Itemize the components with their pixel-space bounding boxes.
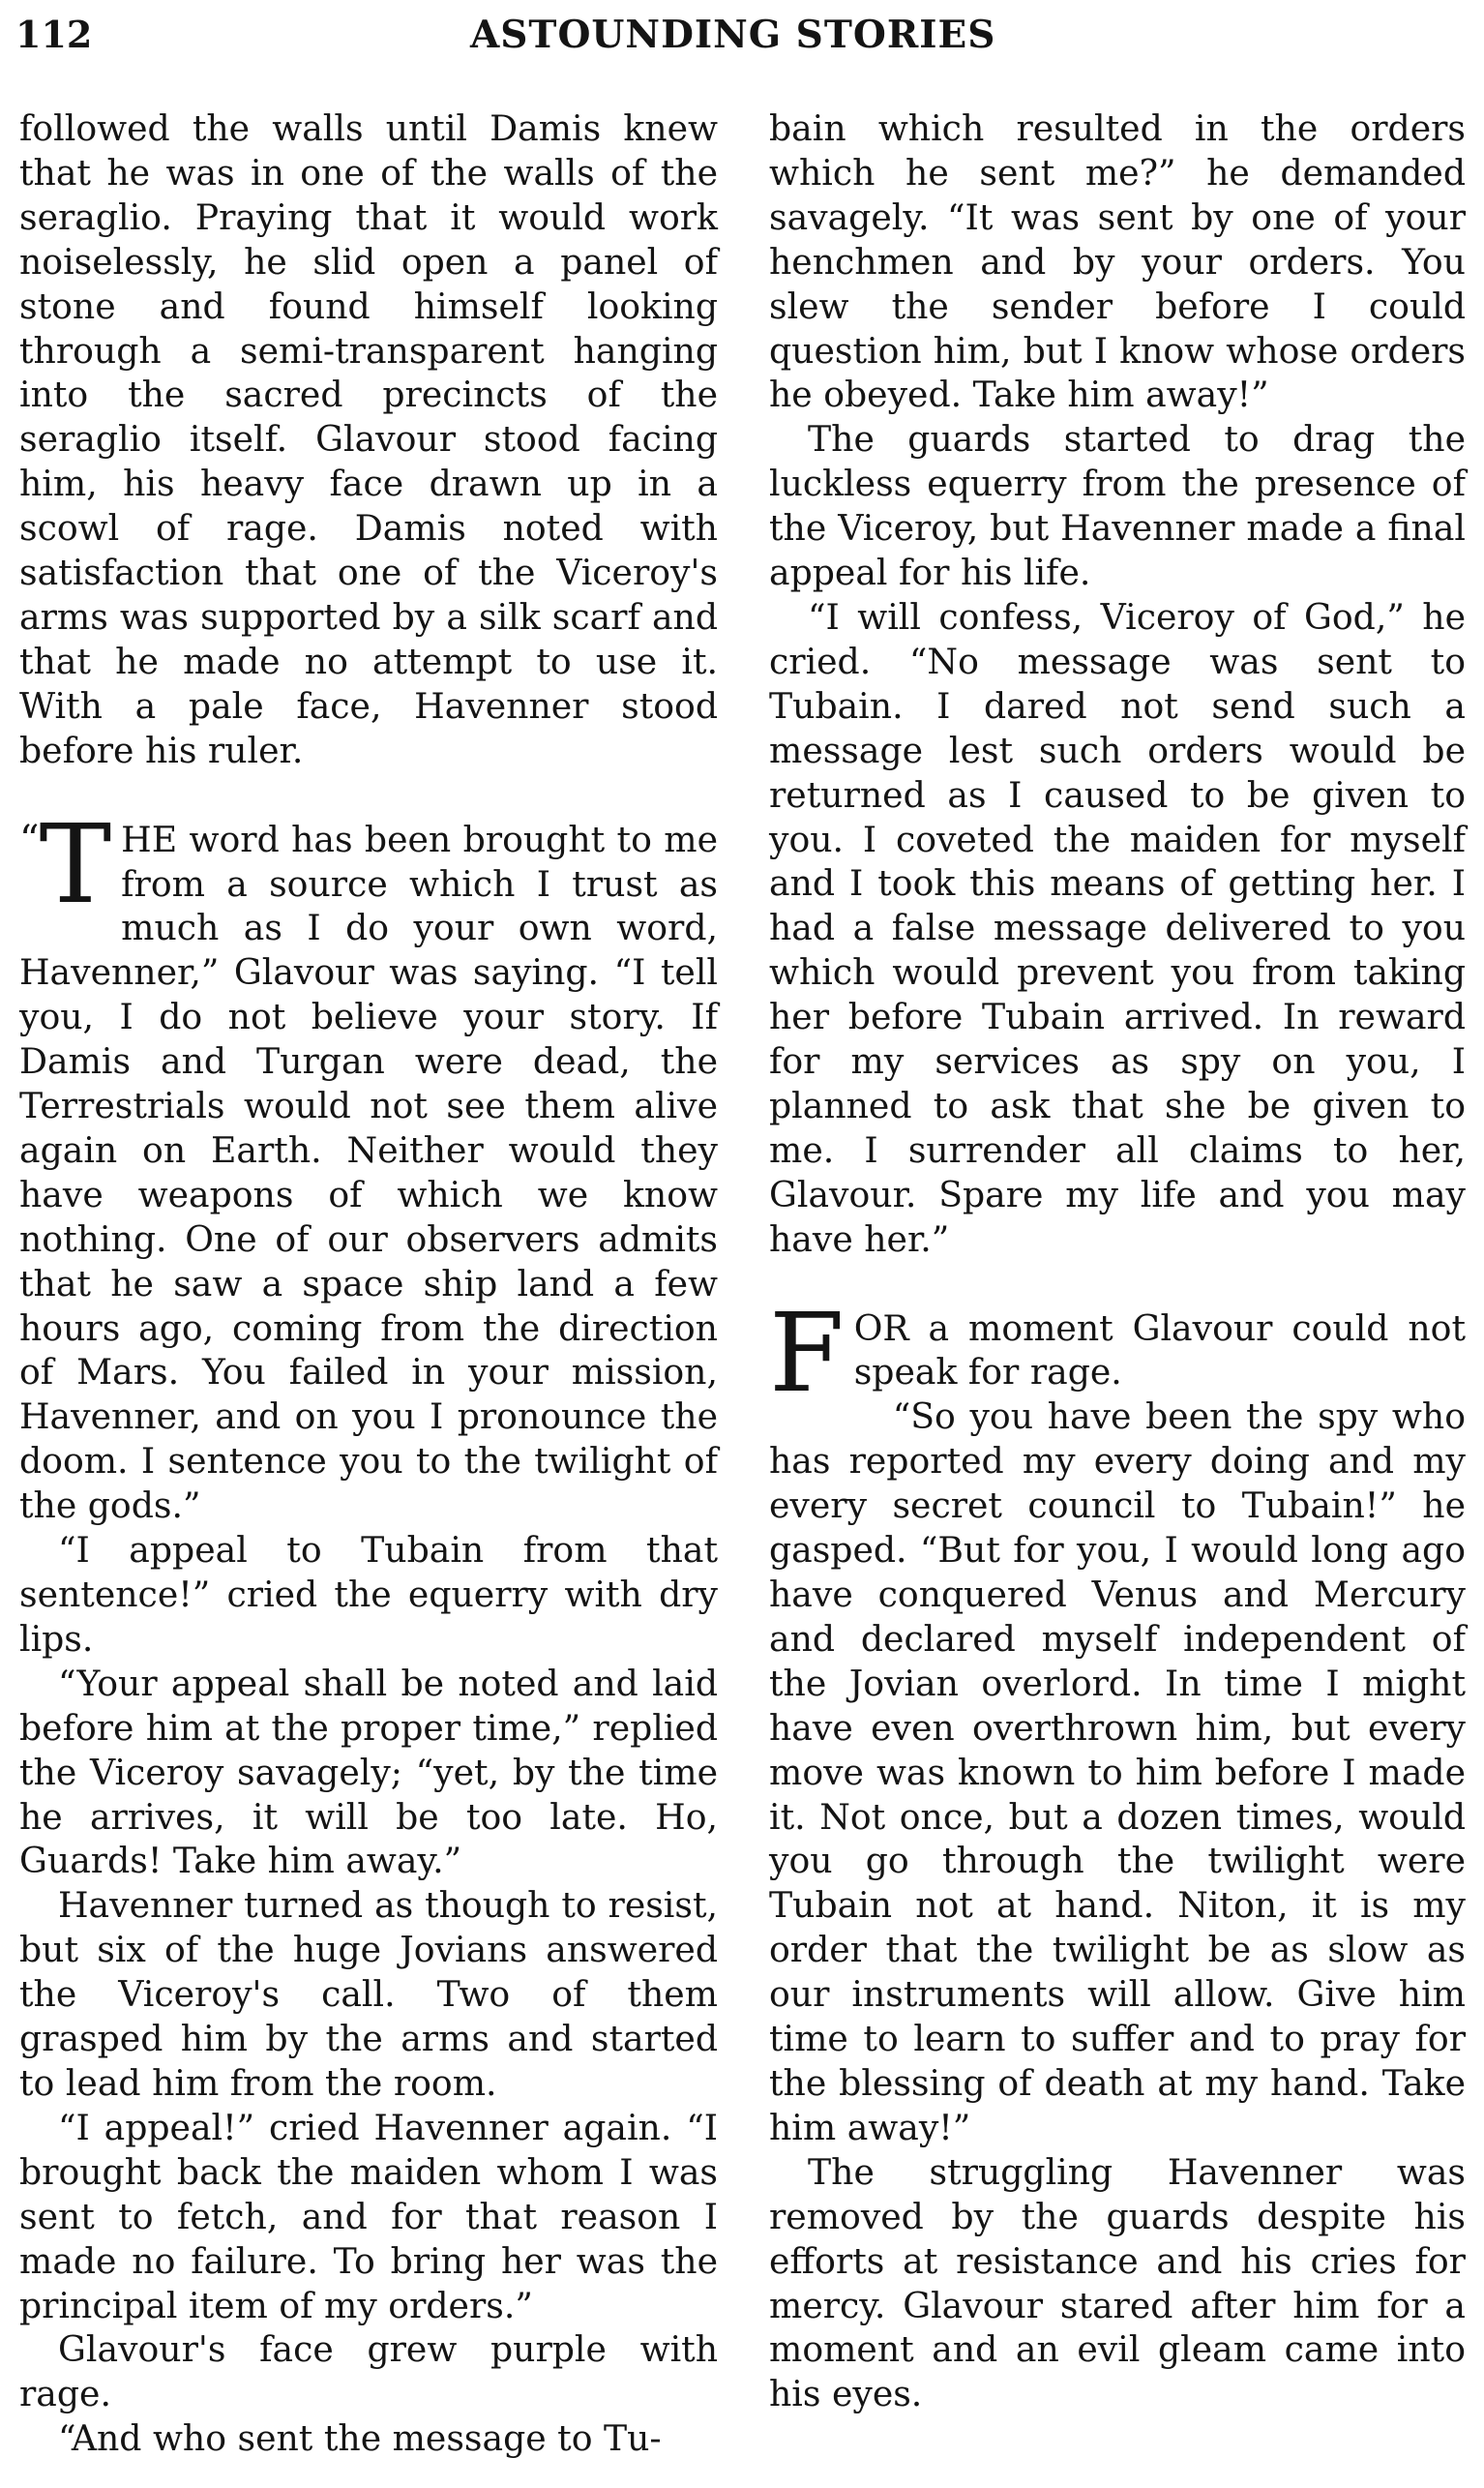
paragraph: “I appeal to Tubain from that sentence!” cried the equerry with dry lips. (19, 1529, 718, 1660)
left-column (19, 106, 718, 2461)
paragraph: “Your appeal shall be noted and laid before him at the proper time,” replied the Viceroy savagely; “yet, by the time he arrives, it will be too late. Ho, Guards! Take him away.” (19, 1662, 718, 1882)
paragraph: “I will confess, Viceroy of God,” he cried. “No message was sent to Tubain. I dared not send such a message lest such orders would be returned as I caused to be given to you. I coveted the maiden for myself and I took this means of getting her. I had a false message delivered to you which would prevent you from taking her before Tubain arrived. In reward for my services as spy on you, I planned to ask that she be given to me. I surrender all claims to her, Glavour. Spare my life and you may have her.” (769, 595, 1466, 1260)
page-number: 112 (15, 13, 93, 56)
right-column (769, 106, 1466, 2416)
paragraph: “And who sent the message to Tu- (58, 2417, 662, 2460)
running-title: ASTOUNDING STORIES (470, 13, 996, 57)
paragraph: followed the walls until Damis knew that he was in one of the walls of the seraglio. Praying that it would work noiselessly, he slid open a panel of stone and found himself looking through a semi-transparent hanging into the sacred precincts of the seraglio itself. Glavour stood facing him, his heavy face drawn up in a scowl of rage. Damis noted with satisfaction that one of the Viceroy's arms was supported by a silk scarf and that he made no attempt to use it. With a pale face, Havenner stood before his ruler. (19, 107, 718, 771)
paragraph-text: HE word has been brought to me from a source which I trust as much as I do your own word, Havenner,” Glavour was saying. “I tell you, I do not believe your story. If Damis and Turgan were dead, the Terrestrials would not see them alive again on Earth. Neither would they have weapons of which we know nothing. One of our observers admits that he saw a space ship land a few hours ago, coming from the direction of Mars. You failed in your mission, Havenner, and on you I pronounce the doom. I sentence you to the twilight of the gods.” (19, 818, 718, 1527)
drop-cap-letter: F (769, 1290, 845, 1417)
dropcap-paragraph (19, 801, 718, 1529)
paragraph: The guards started to drag the luckless equerry from the presence of the Viceroy, but Havenner made a final appeal for his life. (769, 418, 1466, 594)
paragraph: “So you have been the spy who has reported my every doing and my every secret council to Tubain!” he gasped. “But for you, I would long ago have conquered Venus and Mercury and declared myself independent of the Jovian overlord. In time I might have even overthrown him, but every move was known to him before I made it. Not once, but a dozen times, would you go through the twilight were Tubain not at hand. Niton, it is my order that the twilight be as slow as our instruments will allow. Give him time to learn to suffer and to pray for the blessing of death at my hand. Take him away!” (769, 1395, 1466, 2148)
paragraph: Glavour's face grew purple with rage. (19, 2328, 718, 2415)
paragraph: The struggling Havenner was removed by the guards despite his efforts at resistance and his cries for mercy. Glavour stared after him for a moment and an evil gleam came into his eyes. (769, 2150, 1466, 2415)
paragraph: “I appeal!” cried Havenner again. “I brought back the maiden whom I was sent to fetch, and for that reason I made no failure. To bring her was the principal item of my orders.” (19, 2106, 718, 2326)
paragraph: bain which resulted in the orders which he sent me?” he demanded savagely. “It was sent by one of your henchmen and by your orders. You slew the sender before I could question him, but I know whose orders he obeyed. Take him away!” (769, 107, 1466, 416)
page-header (15, 10, 1476, 60)
dropcap-paragraph (769, 1290, 1466, 1417)
paragraph-text: OR a moment Glavour could not speak for rage. (853, 1306, 1466, 1394)
drop-cap-letter: T (39, 801, 112, 928)
paragraph: Havenner turned as though to resist, but six of the huge Jovians answered the Viceroy's call. Two of them grasped him by the arms and started to lead him from the room. (19, 1884, 718, 2104)
opening-quote: “ (19, 817, 40, 862)
